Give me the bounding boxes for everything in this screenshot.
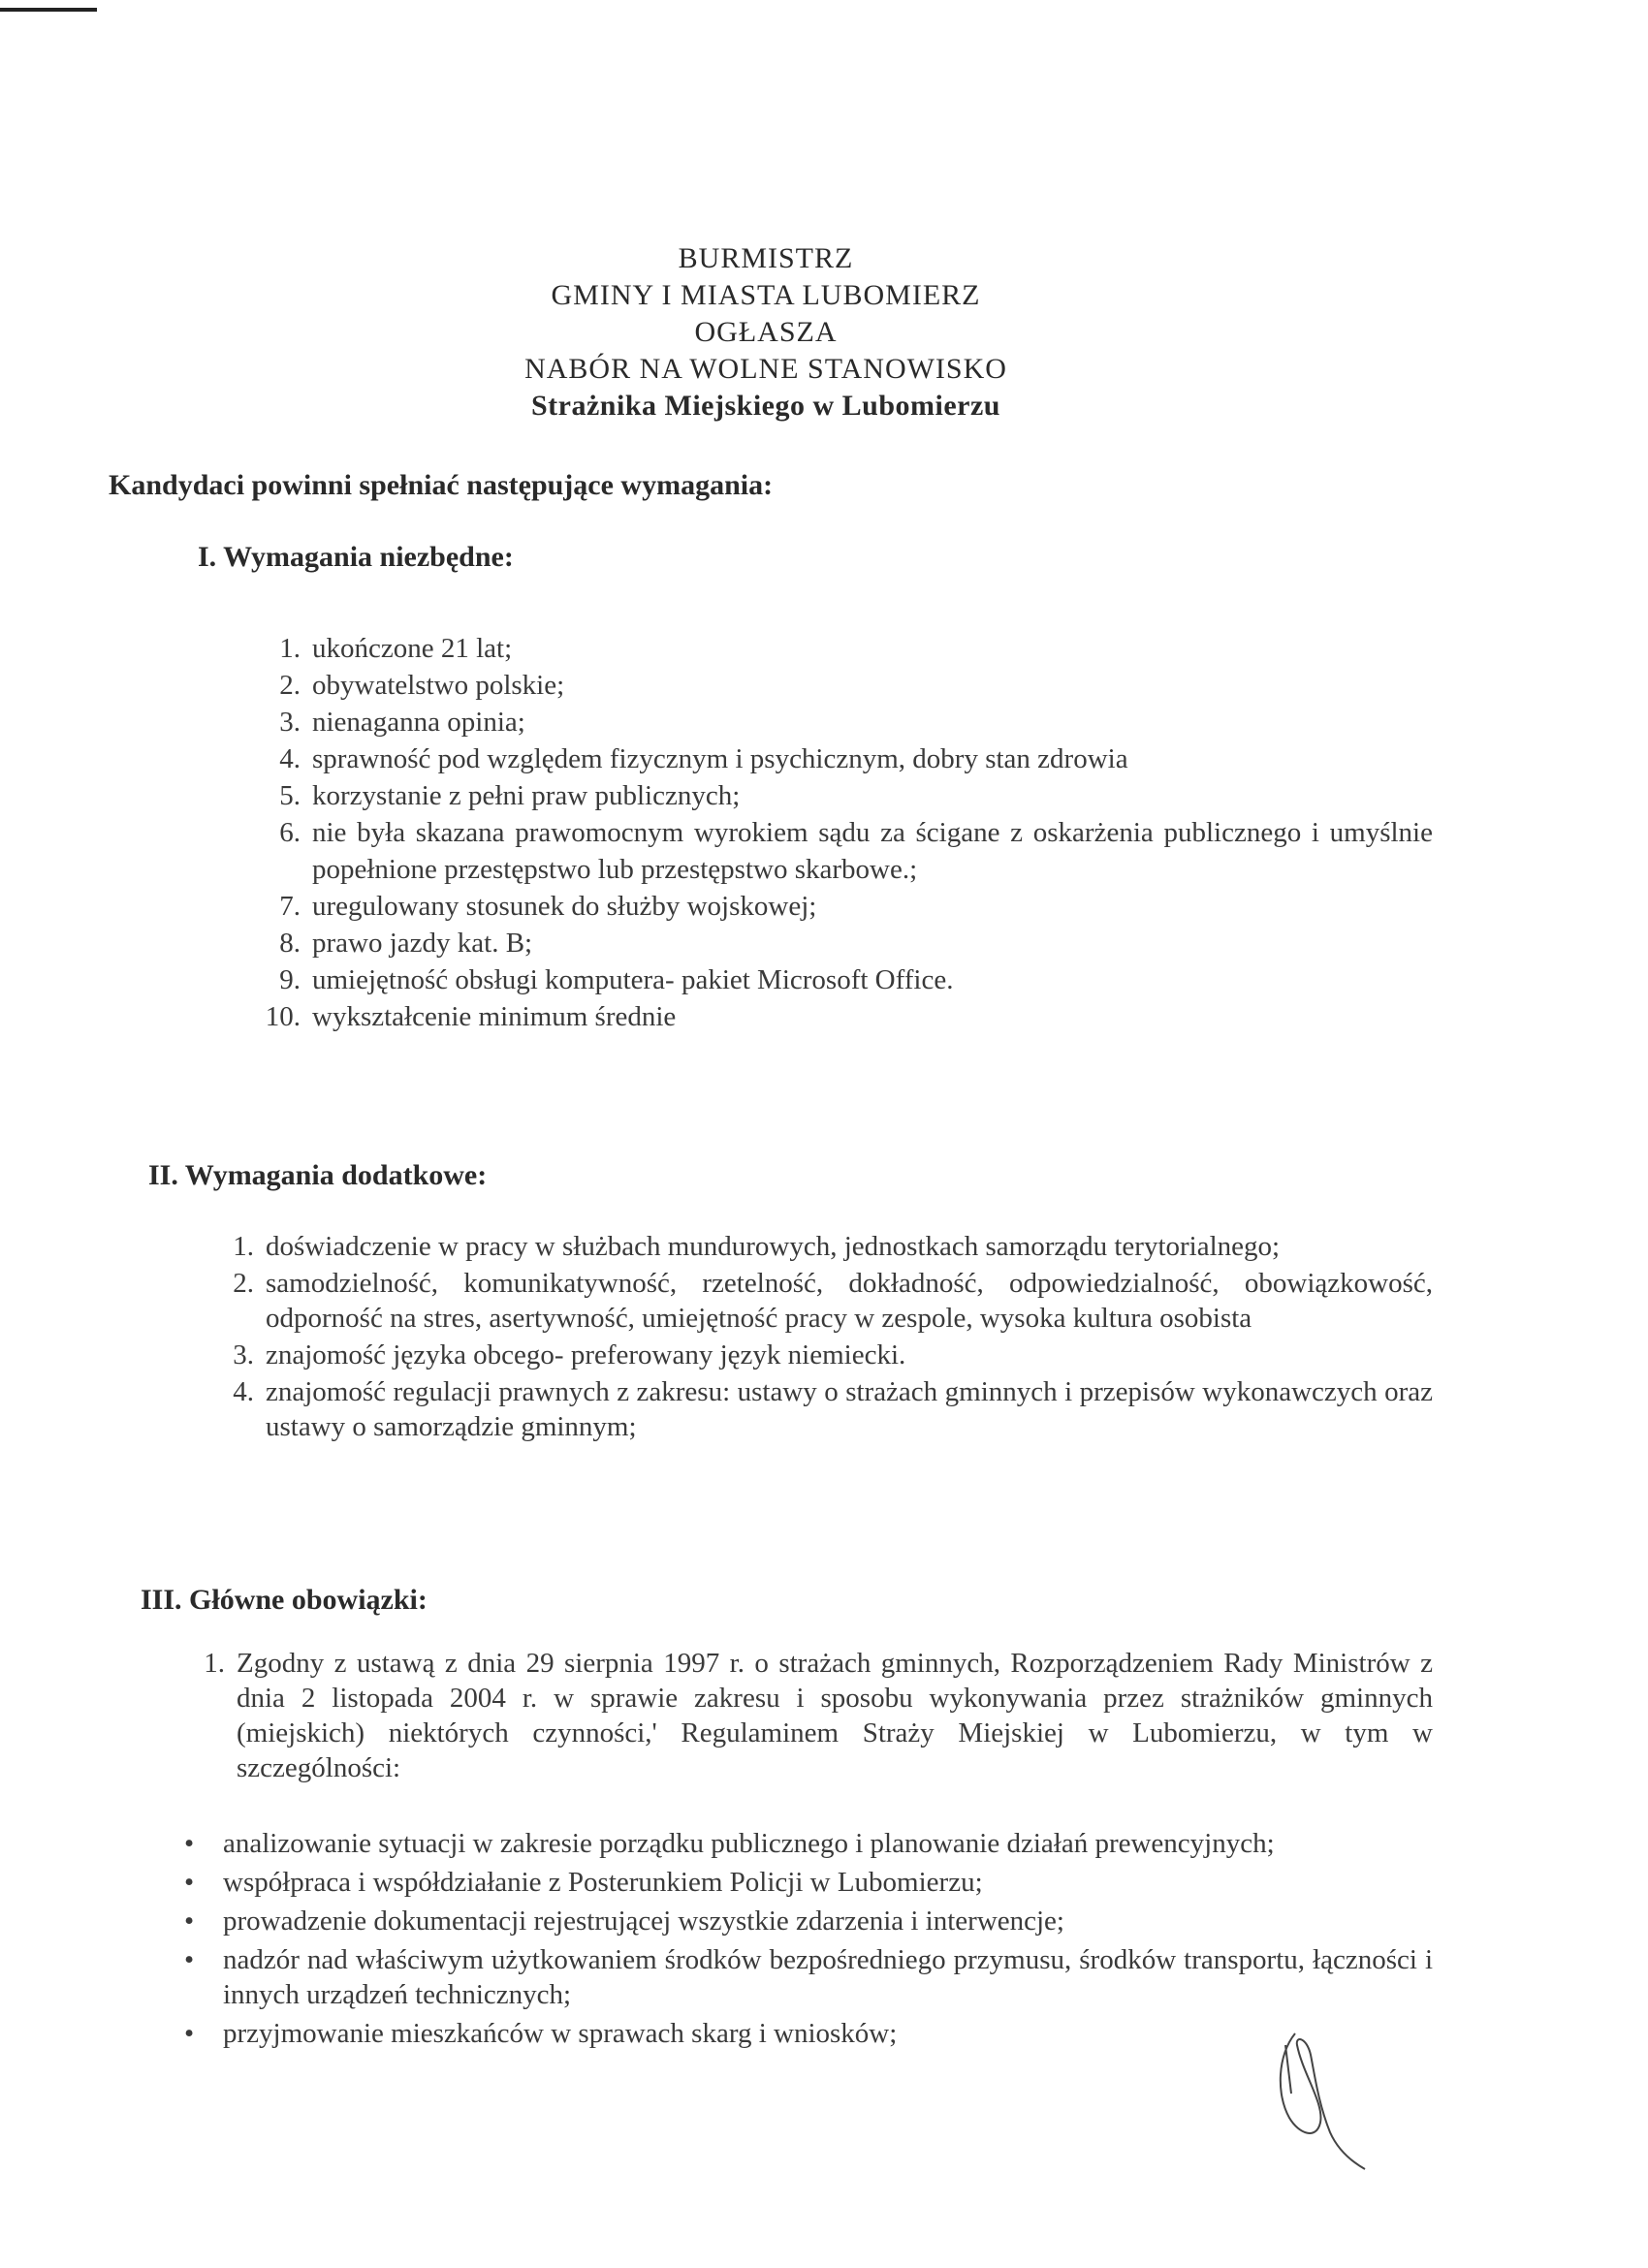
list-item-number: 3. [279, 707, 301, 738]
list-item [174, 1646, 1433, 1785]
list-item-text: samodzielność, komunikatywność, rzetelność, dokładność, odpowiedzialność, obowiązkowość, odporność na stres, asertywność, umiejętność pracy w zespole, wysoka kultura osobista [266, 1268, 1433, 1334]
list-item-text: prowadzenie dokumentacji rejestrującej wszystkie zdarzenia i interwencje; [223, 1906, 1064, 1937]
list-item-text: sprawność pod względem fizycznym i psychicznym, dobry stan zdrowia [312, 743, 1128, 774]
list-item [250, 814, 1433, 888]
list-item-text: nienaganna opinia; [312, 707, 525, 738]
list-item-number: 9. [279, 964, 301, 995]
list-item-number: 1. [233, 1231, 254, 1262]
section-3-heading: III. Główne obowiązki: [141, 1584, 428, 1616]
bullet-item [184, 1942, 1433, 2012]
list-item-text: wykształcenie minimum średnie [312, 1001, 677, 1032]
list-item [250, 961, 1433, 998]
list-item-number: 1. [279, 633, 301, 664]
list-item-number: 6. [279, 817, 301, 848]
list-item [250, 998, 1433, 1035]
header-line-2: GMINY I MIASTA LUBOMIERZ [551, 279, 981, 311]
section-3-list [174, 1646, 1433, 1785]
list-item-text: nie była skazana prawomocnym wyrokiem sądu za ścigane z oskarżenia publicznego i umyślnie popełnione przestępstwo lub przestępstwo skarbowe.; [312, 817, 1433, 885]
list-item [211, 1229, 1433, 1264]
list-item [250, 630, 1433, 667]
list-item-number: 10. [265, 1001, 301, 1032]
list-item-number: • [184, 2018, 195, 2049]
list-item-number: 8. [279, 928, 301, 959]
list-item-number: • [184, 1867, 195, 1898]
list-item-number: • [184, 1906, 195, 1937]
list-item [211, 1338, 1433, 1372]
bullet-item [184, 1826, 1433, 1861]
list-item [250, 888, 1433, 925]
section-2-heading: II. Wymagania dodatkowe: [148, 1159, 488, 1191]
list-item-number: • [184, 1828, 195, 1859]
list-item [250, 925, 1433, 961]
intro-text: Kandydaci powinni spełniać następujące wymagania: [109, 469, 774, 501]
list-item-number: 4. [233, 1376, 254, 1407]
list-item-text: prawo jazdy kat. B; [312, 928, 533, 959]
list-item [250, 777, 1433, 814]
scan-edge-mark [0, 8, 97, 12]
list-item-text: Zgodny z ustawą z dnia 29 sierpnia 1997 r. o strażach gminnych, Rozporządzeniem Rady Ministrów z dnia 2 listopada 2004 r. w sprawie zakresu i sposobu wykonywania przez strażników gminnych (miejskich) niektórych czynności,' Regulaminem Straży Miejskiej w Lubomierzu, w tym w szczególności: [237, 1648, 1433, 1783]
list-item-number: 7. [279, 891, 301, 922]
list-item [211, 1374, 1433, 1444]
bullet-item [184, 1904, 1433, 1938]
header-line-1: BURMISTRZ [678, 242, 854, 274]
handwritten-signature [1268, 2026, 1375, 2171]
section-1-list [250, 630, 1433, 1035]
list-item-number: 3. [233, 1339, 254, 1370]
section-2-list [211, 1229, 1433, 1446]
list-item-text: uregulowany stosunek do służby wojskowej; [312, 891, 817, 922]
list-item-number: 2. [279, 670, 301, 701]
header-line-4: NABÓR NA WOLNE STANOWISKO [524, 353, 1007, 385]
bullet-item [184, 2016, 1433, 2051]
list-item-text: korzystanie z pełni praw publicznych; [312, 780, 741, 811]
duties-bullet-list [184, 1826, 1433, 2055]
list-item-number: 1. [204, 1648, 225, 1679]
list-item-text: przyjmowanie mieszkańców w sprawach skarg i wniosków; [223, 2018, 898, 2049]
list-item-text: znajomość regulacji prawnych z zakresu: ustawy o strażach gminnych i przepisów wykonawczych oraz ustawy o samorządzie gminnym; [266, 1376, 1433, 1442]
list-item-text: doświadczenie w pracy w służbach mundurowych, jednostkach samorządu terytorialnego; [266, 1231, 1281, 1262]
list-item-text: ukończone 21 lat; [312, 633, 513, 664]
announcement-header [0, 240, 1532, 425]
list-item-text: nadzór nad właściwym użytkowaniem środków bezpośredniego przymusu, środków transportu, łączności i innych urządzeń technicznych; [223, 1944, 1433, 2010]
list-item-text: umiejętność obsługi komputera- pakiet Microsoft Office. [312, 964, 954, 995]
list-item-number: 5. [279, 780, 301, 811]
list-item-number: • [184, 1944, 195, 1975]
list-item [250, 667, 1433, 704]
list-item [250, 740, 1433, 777]
header-line-3: OGŁASZA [694, 316, 838, 348]
list-item [211, 1266, 1433, 1336]
list-item-text: współpraca i współdziałanie z Posterunkiem Policji w Lubomierzu; [223, 1867, 983, 1898]
list-item [250, 704, 1433, 740]
bullet-item [184, 1865, 1433, 1900]
list-item-number: 2. [233, 1268, 254, 1299]
list-item-text: analizowanie sytuacji w zakresie porządku publicznego i planowanie działań prewencyjnych; [223, 1828, 1275, 1859]
list-item-number: 4. [279, 743, 301, 774]
header-line-5: Strażnika Miejskiego w Lubomierzu [531, 390, 1000, 422]
list-item-text: obywatelstwo polskie; [312, 670, 565, 701]
list-item-text: znajomość języka obcego- preferowany język niemiecki. [266, 1339, 906, 1370]
section-1-heading: I. Wymagania niezbędne: [198, 541, 514, 573]
